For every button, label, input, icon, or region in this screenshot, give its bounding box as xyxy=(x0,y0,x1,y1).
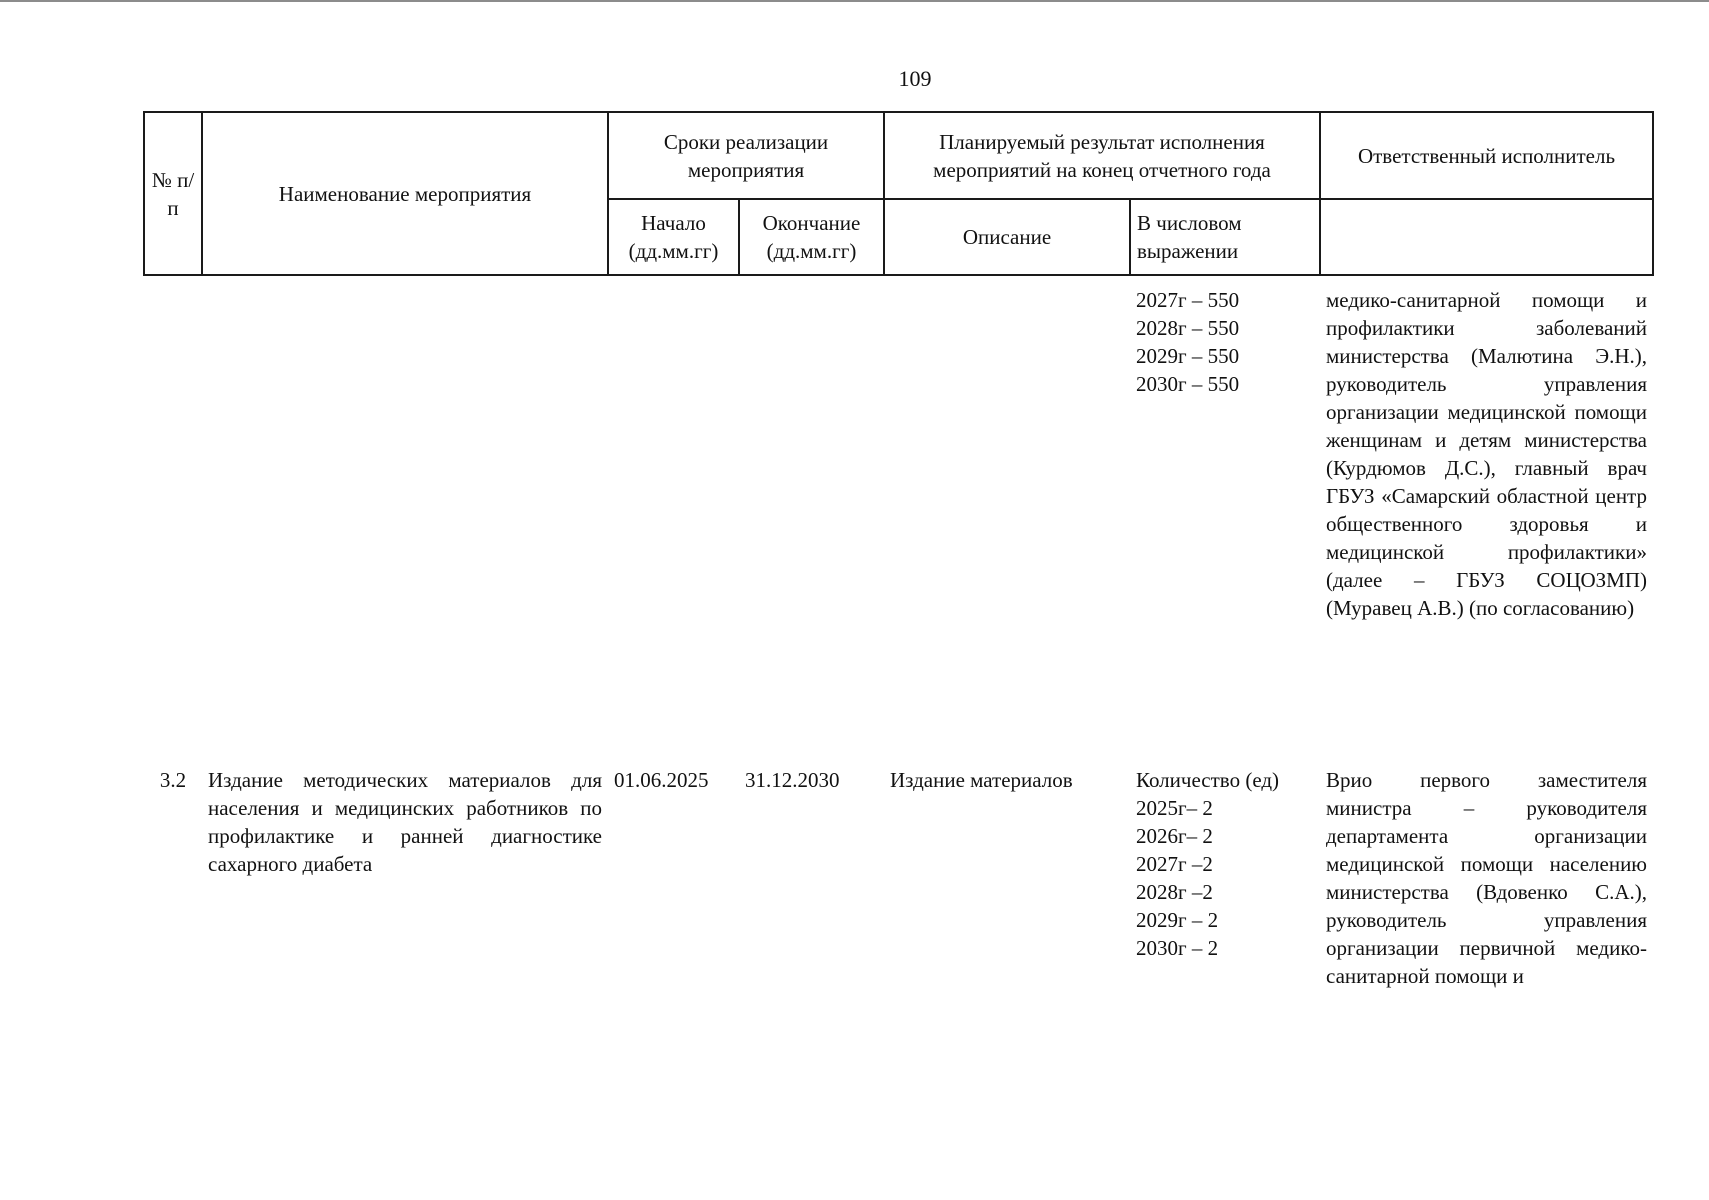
value-line: 2026г– 2 xyxy=(1136,824,1213,848)
cell-num: 3.2 xyxy=(159,768,187,792)
header-start: Начало (дд.мм.гг) xyxy=(608,199,739,275)
cell-start: 01.06.2025 xyxy=(614,768,709,792)
header-responsible-sub xyxy=(1320,199,1653,275)
header-name: Наименование мероприятия xyxy=(202,112,608,275)
cell-responsible: Врио первого заместителя министра – руководителя департамента организации медицинской помощи населению министерства (Вдовенко С.А.), руководитель управления организации первичной медико-санитарной помощи и xyxy=(1326,768,1647,988)
cell-values xyxy=(1130,275,1320,756)
cell-values xyxy=(1130,756,1320,990)
value-line: Количество (ед) xyxy=(1136,768,1280,792)
table-row-continued xyxy=(144,275,1653,756)
cell-end-empty xyxy=(739,275,884,756)
cell-description: Издание материалов xyxy=(890,768,1073,792)
value-line: 2025г– 2 xyxy=(1136,796,1213,820)
header-numeric: В числовом выражении xyxy=(1130,199,1320,275)
header-num: № п/п xyxy=(144,112,202,275)
header-responsible: Ответственный исполнитель xyxy=(1320,112,1653,199)
table-row-3-2 xyxy=(144,756,1653,990)
value-line: 2028г –2 xyxy=(1136,880,1213,904)
cell-responsible: медико-санитарной помощи и профилактики заболеваний министерства (Малютина Э.Н.), руководитель управления организации медицинской помощи женщинам и детям министерства (Курдюмов Д.С.), главный врач ГБУЗ «Самарский областной центр общественного здоровья и медицинской профилактики» (далее – ГБУЗ СОЦОЗМП) (Муравец А.В.) (по согласованию) xyxy=(1326,288,1647,620)
header-end: Окончание (дд.мм.гг) xyxy=(739,199,884,275)
scan-edge xyxy=(0,0,1709,2)
cell-name-empty xyxy=(202,275,608,756)
cell-num-empty xyxy=(144,275,202,756)
cell-end: 31.12.2030 xyxy=(745,768,840,792)
header-timeline: Сроки реализации мероприятия xyxy=(608,112,884,199)
cell-start-empty xyxy=(608,275,739,756)
page-number: 109 xyxy=(898,66,932,91)
value-line: 2027г – 550 xyxy=(1136,288,1240,312)
value-line: 2028г – 550 xyxy=(1136,316,1240,340)
value-line: 2029г – 2 xyxy=(1136,908,1219,932)
cell-desc-empty xyxy=(884,275,1130,756)
value-line: 2030г – 2 xyxy=(1136,936,1219,960)
table-header xyxy=(144,112,1653,275)
header-result: Планируемый результат исполнения мероприятий на конец отчетного года xyxy=(884,112,1320,199)
plan-table xyxy=(143,111,1654,990)
cell-name: Издание методических материалов для населения и медицинских работников по профилактике и ранней диагностике сахарного диабета xyxy=(208,768,602,876)
header-description: Описание xyxy=(884,199,1130,275)
value-line: 2029г – 550 xyxy=(1136,344,1240,368)
value-line: 2027г –2 xyxy=(1136,852,1213,876)
value-line: 2030г – 550 xyxy=(1136,372,1240,396)
